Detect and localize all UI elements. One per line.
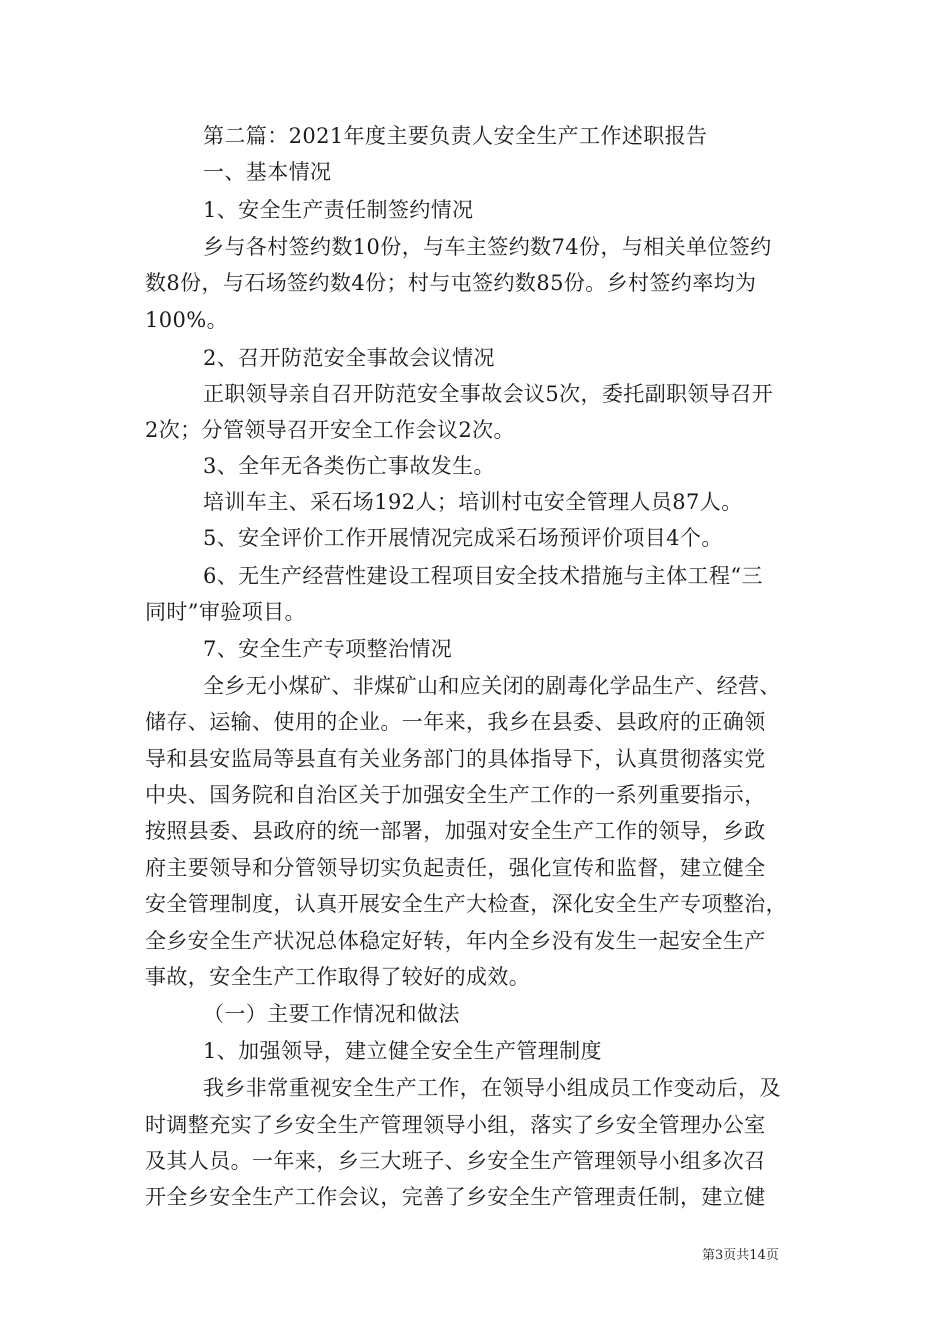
paragraph-line: 正职领导亲自召开防范安全事故会议5次，委托副职领导召开 — [203, 382, 774, 406]
paragraph-line: 我乡非常重视安全生产工作，在领导小组成员工作变动后，及 — [203, 1076, 781, 1100]
paragraph-line: 6、无生产经营性建设工程项目安全技术措施与主体工程“三 — [203, 564, 763, 588]
paragraph-line: 100%。 — [145, 308, 229, 332]
paragraph-line: 按照县委、县政府的统一部署，加强对安全生产工作的领导，乡政 — [145, 819, 766, 843]
paragraph-line: 导和县安监局等县直有关业务部门的具体指导下，认真贯彻落实党 — [145, 747, 766, 771]
paragraph-line: 府主要领导和分管领导切实负起责任，强化宣传和监督，建立健全 — [145, 856, 766, 880]
paragraph-line: 5、安全评价工作开展情况完成采石场预评价项目4个。 — [203, 526, 723, 550]
paragraph-line: 储存、运输、使用的企业。一年来，我乡在县委、县政府的正确领 — [145, 710, 766, 734]
paragraph-line: 时调整充实了乡安全生产管理领导小组，落实了乡安全管理办公室 — [145, 1113, 766, 1137]
paragraph-line: 事故，安全生产工作取得了较好的成效。 — [145, 965, 531, 989]
section-title: 第二篇：2021年度主要负责人安全生产工作述职报告 — [203, 124, 708, 148]
paragraph-line: 数8份，与石场签约数4份；村与屯签约数85份。乡村签约率均为 — [145, 271, 757, 295]
subheading-leadership: 1、加强领导，建立健全安全生产管理制度 — [203, 1039, 602, 1063]
subheading-responsibility: 1、安全生产责任制签约情况 — [203, 198, 474, 222]
paragraph-line: 开全乡安全生产工作会议，完善了乡安全生产管理责任制，建立健 — [145, 1185, 766, 1209]
page-number: 第3页共14页 — [702, 1248, 779, 1263]
paragraph-line: 2次；分管领导召开安全工作会议2次。 — [145, 418, 515, 442]
subheading-accidents: 3、全年无各类伤亡事故发生。 — [203, 454, 495, 478]
paragraph-line: 及其人员。一年来，乡三大班子、乡安全生产管理领导小组多次召 — [145, 1149, 766, 1173]
paragraph-line: 全乡安全生产状况总体稳定好转，年内全乡没有发生一起安全生产 — [145, 929, 766, 953]
paragraph-line: 安全管理制度，认真开展安全生产大检查，深化安全生产专项整治， — [145, 892, 787, 916]
subheading-main-work: （一）主要工作情况和做法 — [203, 1002, 460, 1026]
paragraph-line: 中央、国务院和自治区关于加强安全生产工作的一系列重要指示， — [145, 783, 766, 807]
subheading-special-rectification: 7、安全生产专项整治情况 — [203, 637, 453, 661]
paragraph-line: 全乡无小煤矿、非煤矿山和应关闭的剧毒化学品生产、经营、 — [203, 674, 781, 698]
paragraph-line: 培训车主、采石场192人；培训村屯安全管理人员87人。 — [203, 490, 743, 514]
paragraph-line: 乡与各村签约数10份，与车主签约数74份，与相关单位签约 — [203, 235, 772, 259]
subheading-meetings: 2、召开防范安全事故会议情况 — [203, 346, 495, 370]
heading-basic-situation: 一、基本情况 — [203, 160, 332, 184]
paragraph-line: 同时”审验项目。 — [145, 600, 306, 624]
